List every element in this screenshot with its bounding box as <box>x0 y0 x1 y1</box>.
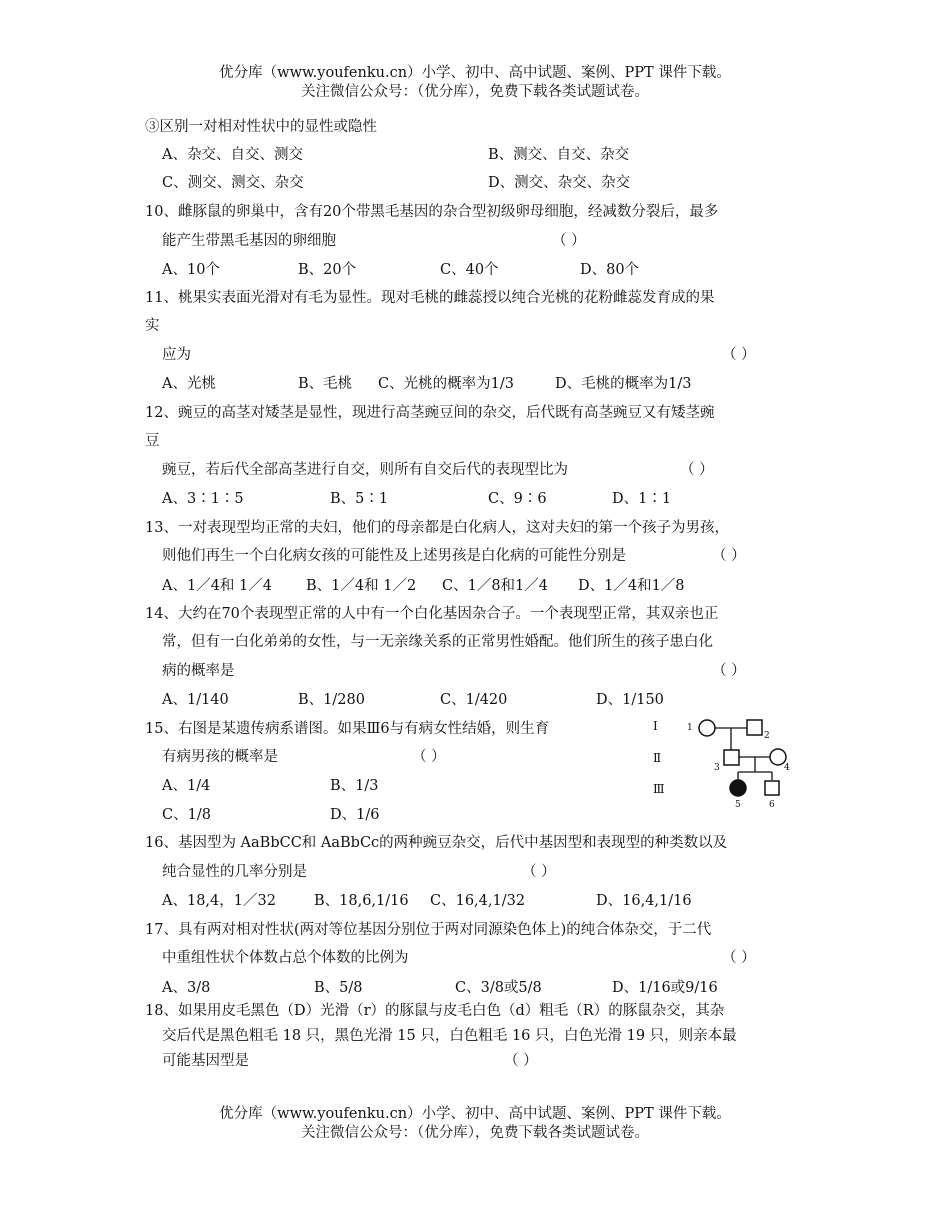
option-c: C、测交、测交、杂交 <box>162 175 304 191</box>
question-stem-line-2: 能产生带黑毛基因的卵细胞 <box>162 233 336 249</box>
question-stem-line-2: 中重组性状个体数占总个体数的比例为 <box>162 950 409 966</box>
option-b: B、20个 <box>298 262 357 278</box>
pedigree-chart <box>645 710 790 810</box>
question-stem-line-3: 应为 <box>162 347 191 363</box>
option-a: A、18,4，1／32 <box>162 893 276 909</box>
individual-3-male <box>724 750 739 765</box>
answer-blank: （ ） <box>722 950 756 966</box>
question-stem-line-2: 纯合显性的几率分别是 <box>162 864 307 880</box>
option-d: D、毛桃的概率为1/3 <box>555 376 692 392</box>
option-d: D、1/150 <box>596 692 664 708</box>
option-a: A、3∶1∶5 <box>162 491 244 507</box>
option-d: D、1/6 <box>330 807 380 823</box>
option-d: D、测交、杂交、杂交 <box>488 175 631 191</box>
question-stem-line-3: 可能基因型是 <box>162 1053 249 1069</box>
question-stem-line-2: 有病男孩的概率是 <box>162 749 278 765</box>
question-stem: ③区别一对相对性状中的显性或隐性 <box>145 119 377 135</box>
question-stem-line-2: 常，但有一白化弟弟的女性，与一无亲缘关系的正常男性婚配。他们所生的孩子患白化 <box>162 634 713 650</box>
option-c: C、1/420 <box>440 692 508 708</box>
individual-5-affected-female <box>730 780 746 796</box>
question-stem-line-3: 病的概率是 <box>162 663 235 679</box>
question-stem-line-1: 11、桃果实表面光滑对有毛为显性。现对毛桃的雌蕊授以纯合光桃的花粉雌蕊发育成的果 <box>145 290 715 306</box>
individual-label-6: 6 <box>769 800 775 810</box>
option-c: C、16,4,1/32 <box>430 893 526 909</box>
generation-label-3: Ⅲ <box>653 782 665 796</box>
answer-blank: （ ） <box>412 749 446 765</box>
question-stem-line-2: 豆 <box>145 433 160 449</box>
question-stem-line-1: 15、右图是某遗传病系谱图。如果Ⅲ6与有病女性结婚，则生育 <box>145 721 550 737</box>
question-stem-line-1: 16、基因型为 AaBbCC和 AaBbCc的两种豌豆杂交，后代中基因型和表现型的种类数以及 <box>145 835 728 851</box>
option-b: B、1/280 <box>298 692 365 708</box>
individual-1-female <box>699 720 715 736</box>
option-b: B、测交、自交、杂交 <box>488 147 630 163</box>
option-b: B、18,6,1/16 <box>314 893 409 909</box>
footer-line-1: 优分库（www.youfenku.cn）小学、初中、高中试题、案例、PPT 课件下载。 <box>219 1106 731 1122</box>
option-d: D、1∶1 <box>612 491 672 507</box>
question-stem-line-1: 14、大约在70个表现型正常的人中有一个白化基因杂合子。一个表现型正常，其双亲也正 <box>145 606 719 622</box>
option-d: D、1／4和1／8 <box>578 578 685 594</box>
option-c: C、1／8和1／4 <box>442 578 548 594</box>
option-b: B、1／4和 1／2 <box>306 578 417 594</box>
option-b: B、5/8 <box>314 980 363 996</box>
question-stem-line-1: 13、一对表现型均正常的夫妇，他们的母亲都是白化病人，这对夫妇的第一个孩子为男孩， <box>145 520 729 536</box>
answer-blank: （ ） <box>712 663 746 679</box>
question-stem-line-2: 则他们再生一个白化病女孩的可能性及上述男孩是白化病的可能性分别是 <box>162 548 626 564</box>
individual-label-3: 3 <box>714 763 720 773</box>
footer-line-2: 关注微信公众号：（优分库），免费下载各类试题试卷。 <box>301 1125 649 1141</box>
option-a: A、3/8 <box>162 980 211 996</box>
question-stem-line-2: 实 <box>145 318 160 334</box>
individual-label-2: 2 <box>764 731 770 741</box>
option-d: D、1/16或9/16 <box>612 980 718 996</box>
individual-2-male <box>747 720 762 735</box>
question-stem-line-1: 17、具有两对相对性状(两对等位基因分别位于两对同源染色体上)的纯合体杂交，于二代 <box>145 922 712 938</box>
answer-blank: （ ） <box>722 347 756 363</box>
individual-label-1: 1 <box>687 723 693 733</box>
option-a: A、杂交、自交、测交 <box>162 147 303 163</box>
option-c: C、40个 <box>440 262 499 278</box>
individual-label-5: 5 <box>735 800 741 810</box>
option-b: B、5∶1 <box>330 491 389 507</box>
option-b: B、1/3 <box>330 778 379 794</box>
answer-blank: （ ） <box>504 1053 538 1069</box>
option-d: D、16,4,1/16 <box>596 893 692 909</box>
option-c: C、3/8或5/8 <box>455 980 542 996</box>
header-line-2: 关注微信公众号：（优分库），免费下载各类试题试卷。 <box>301 84 649 100</box>
individual-label-4: 4 <box>784 763 790 773</box>
question-stem-line-1: 10、雌豚鼠的卵巢中，含有20个带黑毛基因的杂合型初级卵母细胞，经减数分裂后，最多 <box>145 204 719 220</box>
option-a: A、光桃 <box>162 376 216 392</box>
option-a: A、1/140 <box>162 692 229 708</box>
option-c: C、9∶6 <box>488 491 547 507</box>
generation-label-1: Ⅰ <box>653 719 658 733</box>
answer-blank: （ ） <box>552 233 586 249</box>
question-stem-line-1: 12、豌豆的高茎对矮茎是显性，现进行高茎豌豆间的杂交，后代既有高茎豌豆又有矮茎豌 <box>145 405 715 421</box>
option-b: B、毛桃 <box>298 376 353 392</box>
question-stem-line-2: 交后代是黑色粗毛 18 只，黑色光滑 15 只，白色粗毛 16 只，白色光滑 19 只，则亲本最 <box>162 1028 737 1044</box>
option-c: C、光桃的概率为1/3 <box>378 376 514 392</box>
option-a: A、10个 <box>162 262 220 278</box>
question-stem-line-1: 18、如果用皮毛黑色（D）光滑（r）的豚鼠与皮毛白色（d）粗毛（R）的豚鼠杂交，其杂 <box>145 1003 725 1019</box>
answer-blank: （ ） <box>522 864 556 880</box>
option-a: A、1/4 <box>162 778 211 794</box>
answer-blank: （ ） <box>712 548 746 564</box>
individual-6-male <box>765 781 779 795</box>
option-d: D、80个 <box>580 262 640 278</box>
generation-label-2: Ⅱ <box>653 751 662 765</box>
option-c: C、1/8 <box>162 807 211 823</box>
answer-blank: （ ） <box>680 462 714 478</box>
question-stem-line-3: 豌豆，若后代全部高茎进行自交，则所有自交后代的表现型比为 <box>162 462 568 478</box>
header-line-1: 优分库（www.youfenku.cn）小学、初中、高中试题、案例、PPT 课件下载。 <box>219 65 731 81</box>
option-a: A、1／4和 1／4 <box>162 578 272 594</box>
